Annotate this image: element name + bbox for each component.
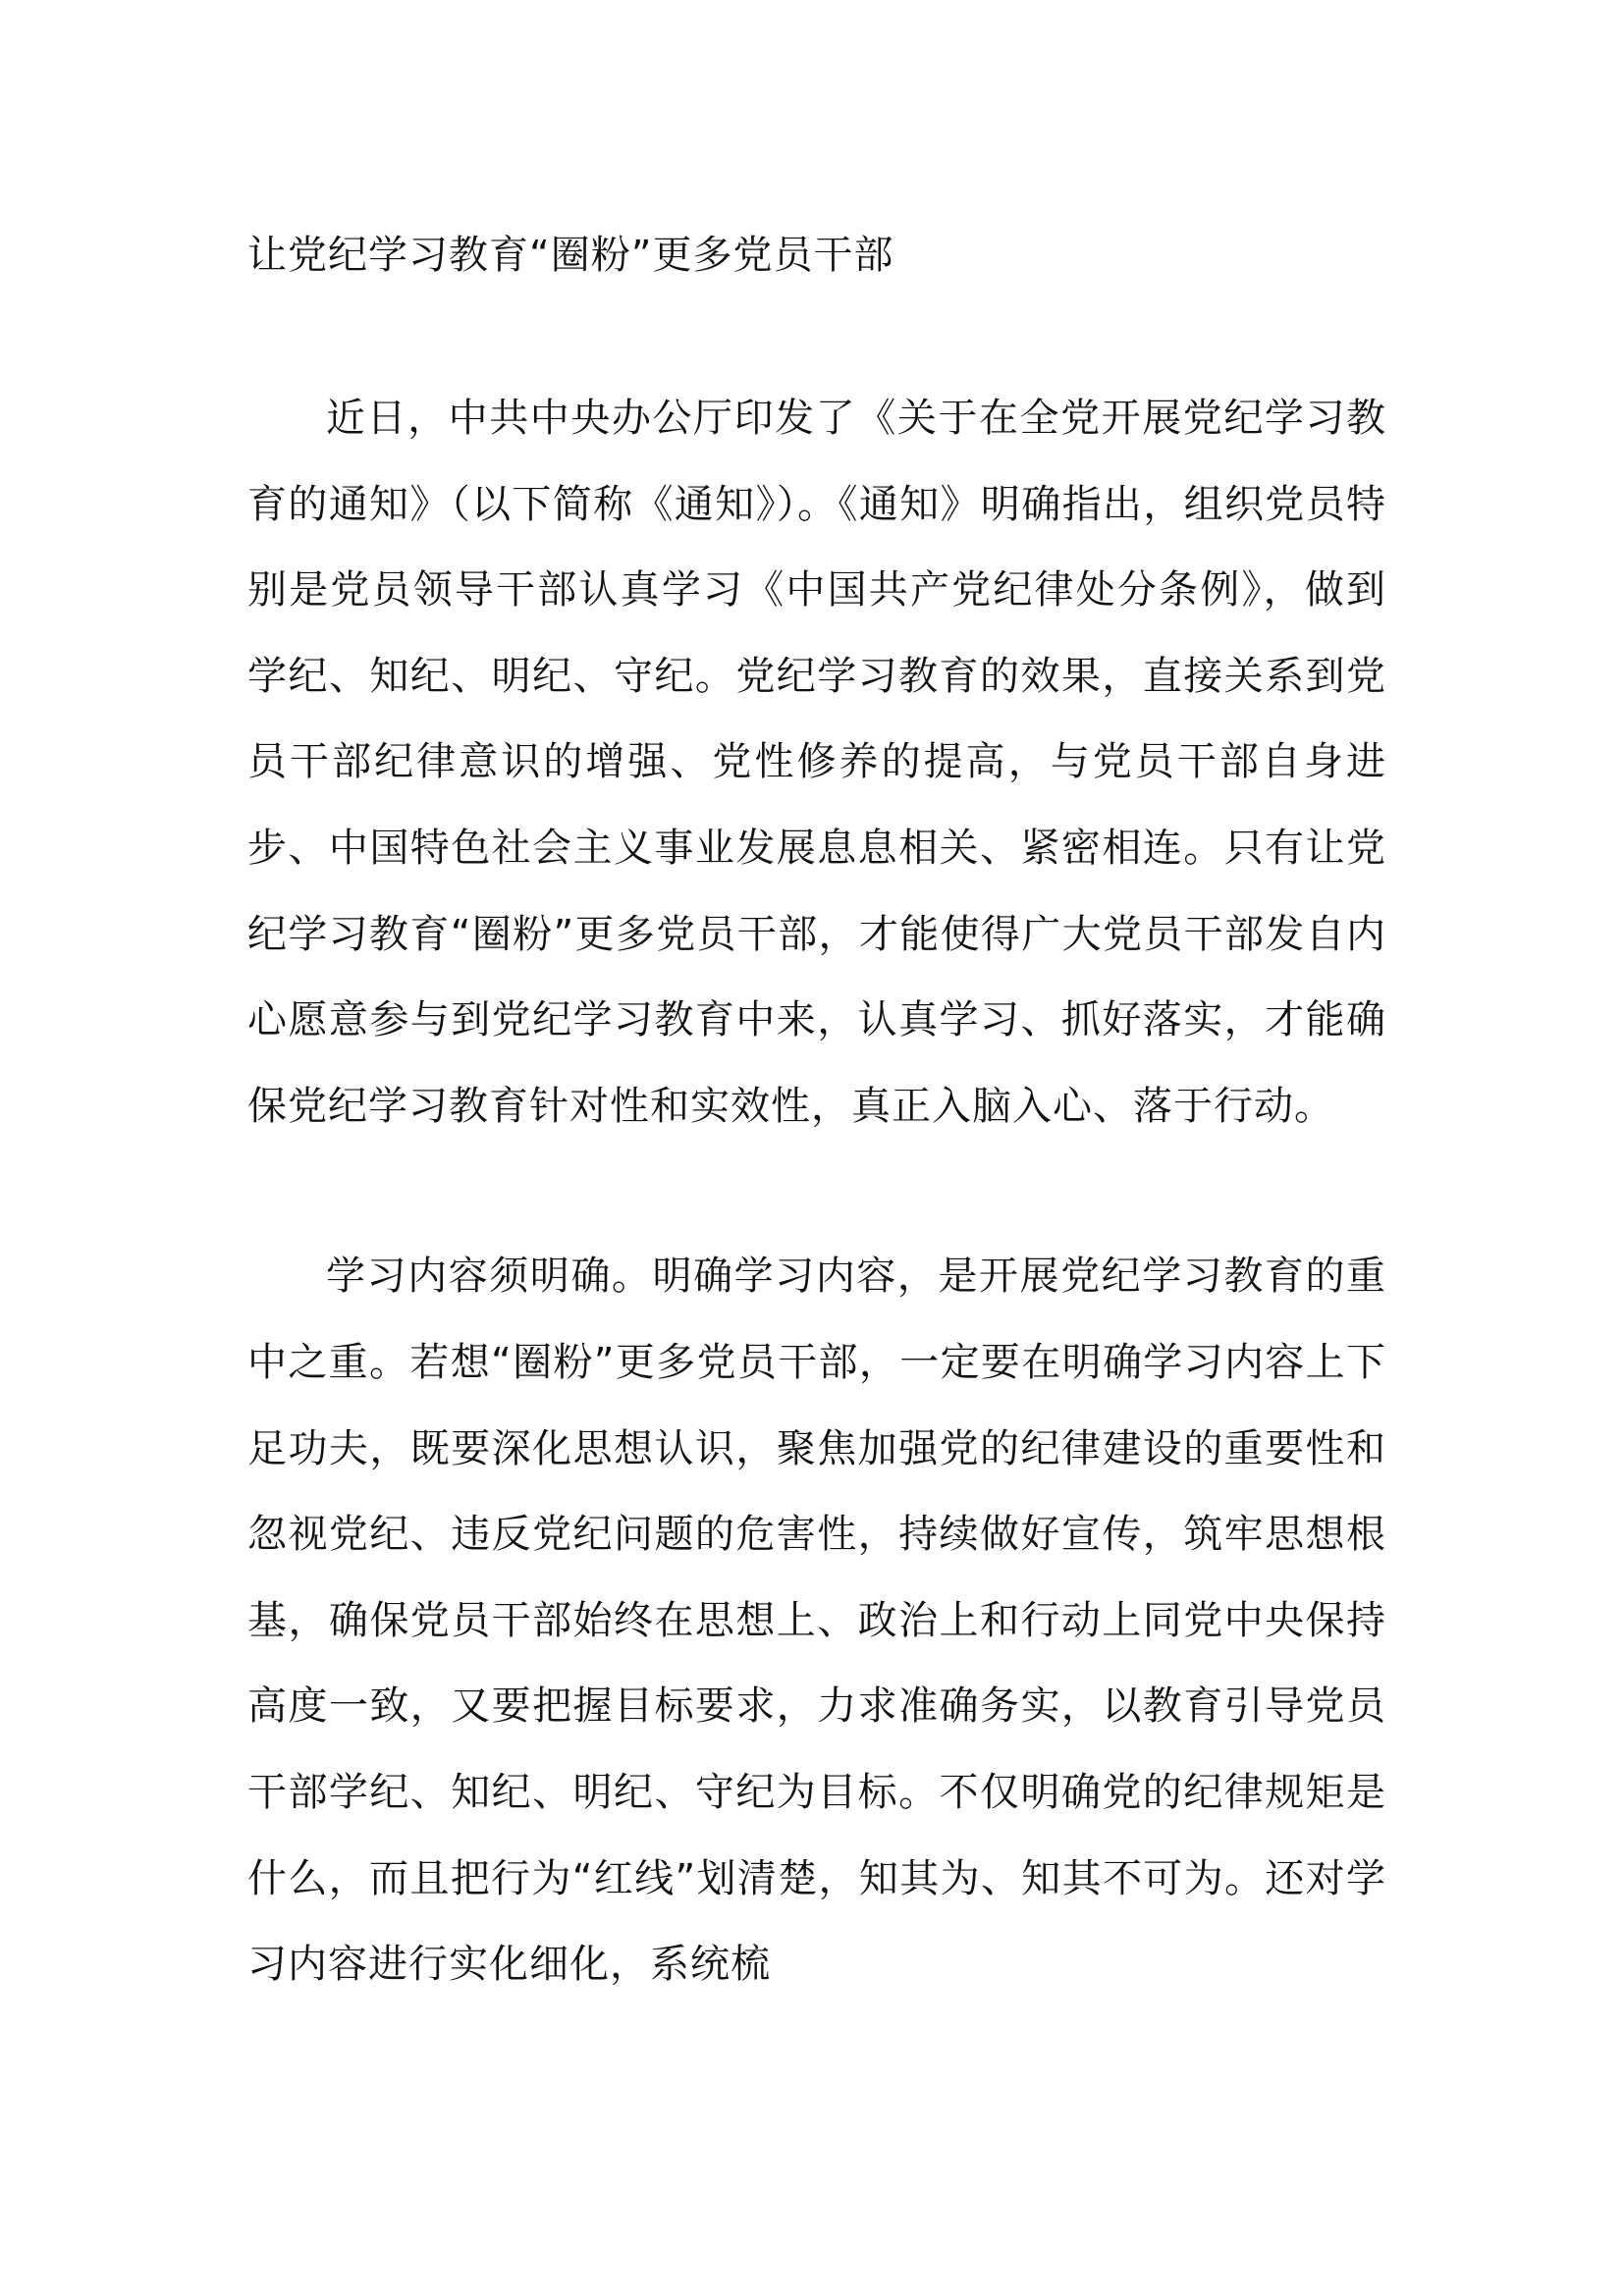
document-body	[247, 226, 1386, 2008]
document-title: 让党纪学习教育“圈粉”更多党员干部	[247, 233, 894, 278]
paragraph-intro: 近日，中共中央办公厅印发了《关于在全党开展党纪学习教育的通知》（以下简称《通知》）。《通知》明确指出，组织党员特别是党员领导干部认真学习《中国共产党纪律处分条例》，做到学纪、知纪、明纪、守纪。党纪学习教育的效果，直接关系到党员干部纪律意识的增强、党性修养的提高，与党员干部自身进步、中国特色社会主义事业发展息息相关、紧密相连。只有让党纪学习教育“圈粉”更多党员干部，才能使得广大党员干部发自内心愿意参与到党纪学习教育中来，认真学习、抓好落实，才能确保党纪学习教育针对性和实效性，真正入脑入心、落于行动。	[247, 396, 1386, 1129]
paragraph-learning-content: 学习内容须明确。明确学习内容，是开展党纪学习教育的重中之重。若想“圈粉”更多党员干部，一定要在明确学习内容上下足功夫，既要深化思想认识，聚焦加强党的纪律建设的重要性和忽视党纪、违反党纪问题的危害性，持续做好宣传，筑牢思想根基，确保党员干部始终在思想上、政治上和行动上同党中央保持高度一致，又要把握目标要求，力求准确务实，以教育引导党员干部学纪、知纪、明纪、守纪为目标。不仅明确党的纪律规矩是什么，而且把行为“红线”划清楚，知其为、知其不可为。还对学习内容进行实化细化，系统梳	[247, 1254, 1386, 1988]
